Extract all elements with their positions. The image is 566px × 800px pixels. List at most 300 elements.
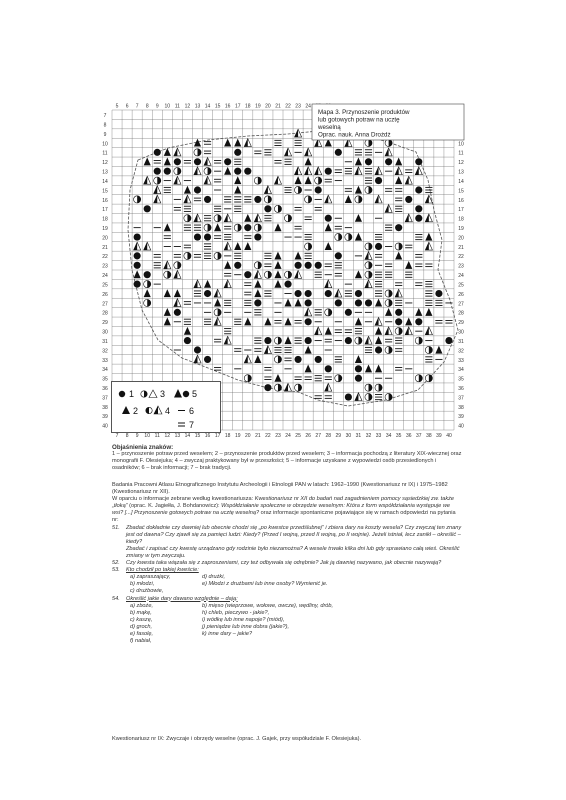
symbol-triangle [355, 233, 362, 241]
column-label-top: 7 [135, 103, 139, 110]
symbol-triangle [355, 157, 362, 165]
symbol-circle [335, 299, 342, 306]
symbol-half-circle-fill [288, 271, 292, 278]
symbol-half-circle-fill [369, 243, 373, 250]
symbol-triangle [234, 139, 241, 147]
row-label-right: 15 [458, 188, 464, 195]
column-label-bottom: 21 [255, 433, 261, 439]
legend-filled-triangle [122, 406, 130, 414]
symbol-triangle [164, 223, 171, 231]
column-label-bottom: 26 [305, 433, 311, 439]
symbol-triangle [355, 317, 362, 325]
symbol-triangle [184, 186, 191, 194]
column-label-top: 23 [295, 103, 301, 110]
symbol-circle [415, 215, 422, 222]
symbol-triangle [274, 270, 281, 278]
symbol-half-circle-fill [268, 271, 272, 278]
row-label-right: 32 [458, 348, 464, 355]
sources-section [112, 482, 462, 645]
column-label-bottom: 20 [245, 433, 251, 439]
symbol-circle [264, 205, 271, 212]
symbol-triangle [274, 261, 281, 269]
symbol-triangle [254, 280, 261, 288]
option: d) groch, [130, 623, 153, 630]
symbol-half-circle-fill [389, 290, 393, 297]
symbol-circle [335, 149, 342, 156]
legend-half-circle-fill [144, 391, 147, 397]
column-label-bottom: 30 [345, 433, 352, 439]
row-label-right: 37 [458, 395, 464, 402]
sources-p2: W oparciu o informacje zebrane według kwestionariusza: Kwestionariusz nr XII do badań nad zagadnieniem pomocy sąsiedzkiej zw. także „tłoką” (oprac. K. Jagiełła, J. Bohdanowicz): Współdziałanie społeczne w obrzędzie weselnym: Która z form współdziałania występuje we wsi? [...] Przynoszenie gotowych potraw na ucztę weselną? oraz informacje spontaniczne pojawiające się w ramach odpowiedzi na pytania nr: [112, 496, 456, 524]
symbol-circle [264, 384, 271, 391]
row-label-right: 13 [458, 169, 464, 176]
symbol-triangle [305, 157, 312, 165]
symbol-triangle [214, 223, 221, 231]
symbol-triangle [234, 176, 241, 184]
symbol-circle [254, 299, 261, 306]
symbol-circle [204, 196, 211, 203]
symbol-circle [315, 356, 322, 363]
column-label-top: 8 [145, 103, 149, 110]
symbol-circle [174, 309, 181, 316]
sources-p1: Badania Pracowni Atlasu Etnograficznego Instytutu Archeologii i Etnologii PAN w latach: 1962–1990 (Kwestionariusz nr IX) i 1975–1982 (Kwestionariusz nr XII). [112, 482, 448, 496]
row-label-right: 36 [458, 386, 464, 392]
legend-half-triangle-fill [154, 406, 158, 414]
symbol-triangle [234, 242, 241, 250]
row-label-right: 38 [458, 404, 464, 411]
symbol-triangle [224, 167, 231, 175]
symbol-circle [325, 365, 332, 372]
symbol-triangle [375, 299, 382, 307]
symbol-triangle [325, 242, 332, 250]
column-label-bottom: 12 [164, 433, 171, 439]
symbol-triangle [355, 186, 362, 194]
symbol-circle [305, 290, 312, 297]
row-label-left: 19 [102, 226, 108, 232]
symbol-circle [184, 337, 191, 344]
column-label-bottom: 32 [365, 433, 372, 439]
row-label-right: 17 [458, 207, 464, 214]
symbol-half-circle-fill [167, 271, 171, 278]
symbol-circle [415, 158, 422, 165]
symbol-half-circle-fill [379, 384, 383, 391]
symbol-half-circle-fill [218, 215, 222, 222]
symbol-triangle [164, 308, 171, 316]
symbol-circle [345, 337, 352, 344]
symbol-triangle [284, 317, 291, 325]
question-51: 51. Zbadać dokładnie czy dawniej lub obecnie chodzi się „po kwestce przedślubnej” i zbiera dary na koszty wesela? Czy zwyczaj ten znany jest od dawna? Czy zjawił się za pamięci ludzi: Kiedy? (Przed I wojną, przed II wojną, po II wojnie). Jeżeli istniał, lecz zanikł – określić – kiedy? Zbadać i zapisać czy kwestę urządzano gdy rodzinie było niezamożna? A wesele trwało kilka dni lub gdy sprawiano całą wieś. Określić zmiany w tym zwyczaju. [112, 524, 462, 559]
option: e) fasolę, [130, 630, 154, 637]
symbol-circle [375, 177, 382, 184]
symbol-circle [435, 290, 442, 297]
symbol-half-circle-fill [399, 328, 403, 335]
symbol-circle [194, 158, 201, 165]
symbol-circle [415, 186, 422, 193]
symbol-triangle [385, 308, 392, 316]
option: j) pieniądze lub inne dobra (jakie?), [202, 623, 290, 630]
symbol-circle [264, 337, 271, 344]
column-label-bottom: 40 [446, 433, 452, 439]
option: a) zboże, [130, 602, 154, 609]
symbol-triangle [244, 242, 251, 250]
column-label-top: 14 [204, 103, 211, 110]
row-label-right: 19 [458, 226, 464, 232]
symbol-circle [365, 299, 372, 306]
legend-heading: Objaśnienia znaków: [112, 444, 174, 451]
symbol-circle [355, 299, 362, 306]
symbol-triangle [244, 214, 251, 222]
row-label-right: 28 [458, 310, 464, 317]
option: h) chleb, pieczywo - jakie?, [202, 609, 270, 616]
legend-number: 1 [129, 389, 135, 399]
legend-filled-triangle [174, 389, 182, 398]
symbol-triangle [355, 355, 362, 363]
symbol-circle [224, 158, 231, 165]
symbol-half-circle-fill [288, 215, 292, 222]
map-title-box [312, 104, 464, 140]
row-label-left: 7 [103, 113, 107, 120]
row-label-left: 39 [102, 414, 108, 421]
symbol-circle [305, 337, 312, 344]
symbol-circle [365, 158, 372, 165]
symbol-half-circle-fill [429, 375, 433, 382]
row-label-left: 24 [102, 273, 108, 280]
legend-number: 7 [189, 420, 195, 430]
symbol-circle [164, 168, 171, 175]
row-label-right: 20 [458, 235, 464, 242]
legend-number: 5 [192, 389, 198, 399]
symbol-circle [204, 233, 211, 240]
row-label-right: 14 [458, 178, 464, 185]
symbol-circle [405, 196, 412, 203]
row-label-left: 37 [102, 395, 108, 402]
column-label-top: 22 [285, 103, 291, 110]
symbol-triangle [224, 261, 231, 269]
symbol-triangle [274, 280, 281, 288]
column-label-bottom: 15 [194, 433, 201, 439]
symbol-circle [295, 262, 302, 269]
symbol-triangle [325, 327, 332, 335]
symbol-triangle [184, 327, 191, 335]
symbol-legend [111, 381, 221, 433]
row-label-right: 31 [458, 338, 464, 345]
column-label-bottom: 10 [144, 433, 150, 439]
symbol-circle [395, 309, 402, 316]
symbol-half-circle-fill [338, 233, 342, 240]
column-label-bottom: 14 [184, 433, 191, 439]
symbol-circle [144, 205, 151, 212]
symbol-triangle [254, 289, 261, 297]
column-label-bottom: 37 [416, 433, 422, 439]
symbol-circle [134, 281, 141, 288]
column-label-bottom: 23 [275, 433, 281, 439]
symbol-circle [154, 149, 161, 156]
symbol-half-circle-fill [258, 177, 262, 184]
row-label-left: 13 [102, 169, 108, 176]
row-label-left: 10 [102, 141, 108, 148]
legend-number: 6 [189, 406, 195, 416]
symbol-half-circle-fill [298, 384, 302, 391]
row-label-left: 16 [102, 197, 108, 204]
column-label-bottom: 18 [224, 433, 231, 439]
row-label-left: 30 [102, 329, 108, 336]
symbol-circle [315, 262, 322, 269]
symbol-half-circle-fill [318, 177, 322, 184]
row-label-left: 33 [102, 357, 108, 364]
symbol-circle [305, 299, 312, 306]
column-label-top: 11 [174, 103, 180, 110]
legend-filled-circle [183, 391, 189, 397]
row-label-left: 8 [103, 122, 107, 129]
symbol-circle [204, 356, 211, 363]
legend-hollow-triangle [149, 390, 157, 398]
option: b) mąkę, [130, 609, 152, 616]
option: a) zapraszający, [130, 574, 171, 581]
symbol-circle [305, 318, 312, 325]
symbol-circle [174, 158, 181, 165]
legend-number: 4 [165, 406, 171, 416]
question-54-options [112, 603, 462, 646]
row-label-left: 18 [102, 216, 108, 223]
symbol-half-circle-fill [358, 196, 362, 203]
symbol-triangle [395, 252, 402, 260]
symbol-circle [134, 233, 141, 240]
symbol-triangle [254, 355, 261, 363]
symbol-half-circle-fill [369, 384, 373, 391]
symbol-half-circle-fill [208, 224, 212, 231]
row-label-left: 27 [102, 301, 108, 308]
question-53: 53. Kto chodził po takiej kweście: [112, 567, 199, 574]
symbol-triangle [264, 317, 271, 325]
row-label-left: 34 [102, 367, 108, 374]
symbol-circle [244, 224, 251, 231]
symbol-half-circle-fill [328, 309, 332, 316]
symbol-circle [415, 205, 422, 212]
symbol-half-circle-fill [298, 186, 302, 193]
column-label-bottom: 27 [315, 433, 321, 439]
column-label-top: 21 [275, 103, 281, 110]
option [202, 638, 352, 645]
symbol-half-circle-fill [208, 168, 212, 175]
footer-section [112, 736, 462, 743]
row-label-left: 38 [102, 404, 108, 411]
legend-number: 3 [160, 389, 166, 399]
option: k) inne dary – jakie? [202, 630, 253, 637]
symbol-circle [355, 290, 362, 297]
symbol-circle [254, 233, 261, 240]
symbol-triangle [425, 308, 432, 316]
symbol-half-circle-fill [389, 346, 393, 353]
symbol-circle [154, 168, 161, 175]
symbol-triangle [144, 157, 151, 165]
symbol-half-circle-fill [389, 139, 393, 146]
symbol-triangle [174, 289, 181, 297]
symbol-half-circle-fill [278, 384, 282, 391]
row-label-left: 12 [102, 160, 108, 167]
symbol-half-circle-fill [258, 224, 262, 231]
symbol-circle [244, 168, 251, 175]
row-label-left: 25 [102, 282, 108, 289]
symbol-circle [325, 290, 332, 297]
column-label-top: 18 [245, 103, 251, 110]
symbol-half-circle-fill [147, 299, 151, 306]
symbol-circle [415, 318, 422, 325]
symbol-half-circle-fill [157, 177, 161, 184]
row-label-left: 40 [102, 423, 108, 430]
row-label-left: 9 [103, 131, 107, 138]
row-label-left: 28 [102, 310, 108, 317]
symbol-half-circle-fill [419, 337, 423, 344]
column-label-bottom: 8 [125, 433, 129, 439]
symbol-half-circle-fill [389, 393, 393, 400]
row-label-left: 29 [102, 320, 108, 327]
symbol-half-circle-fill [358, 337, 362, 344]
symbol-triangle [375, 336, 382, 344]
symbol-circle [325, 215, 332, 222]
question-54: 54. Określić jakie dary dawano względnie – dają: [112, 595, 238, 602]
row-label-left: 21 [102, 244, 108, 251]
symbol-circle [335, 252, 342, 259]
column-label-bottom: 39 [436, 433, 442, 439]
symbol-circle [295, 356, 302, 363]
row-label-left: 32 [102, 348, 108, 355]
symbol-circle [234, 168, 241, 175]
symbol-half-circle-fill [429, 346, 433, 353]
column-label-bottom: 24 [285, 433, 291, 439]
row-label-left: 26 [102, 291, 108, 298]
option: b) mięso (wieprzowe, wołowe, owcze), wędliny, drób, [202, 602, 334, 609]
column-label-top: 17 [234, 103, 241, 110]
symbol-half-circle-fill [419, 375, 423, 382]
footer-note: Kwestionariusz nr IX: Zwyczaje i obrzędy weselne (oprac. J. Gajek, przy współudziale F. Olesiejuka). [112, 736, 362, 742]
symbol-circle [315, 186, 322, 193]
symbol-circle [254, 196, 261, 203]
column-label-bottom: 9 [135, 433, 139, 439]
symbol-circle [305, 262, 312, 269]
column-label-bottom: 29 [335, 433, 342, 439]
option: c) drużbowie, [130, 588, 164, 595]
symbol-half-triangle-fill [204, 157, 208, 165]
symbol-circle [194, 186, 201, 193]
symbol-triangle [355, 270, 362, 278]
legend-number: 2 [133, 406, 139, 416]
symbol-circle [244, 271, 251, 278]
symbol-triangle [214, 299, 221, 307]
symbol-triangle [274, 374, 281, 382]
row-label-left: 11 [102, 150, 108, 157]
column-label-top: 13 [194, 103, 201, 110]
column-label-bottom: 19 [234, 433, 241, 439]
symbol-half-circle-fill [187, 215, 191, 222]
row-label-right: 40 [458, 423, 464, 430]
row-label-right: 18 [458, 216, 464, 223]
symbol-circle [375, 346, 382, 353]
row-label-left: 15 [102, 188, 108, 195]
symbol-half-triangle-fill [335, 289, 339, 297]
symbol-half-circle-fill [238, 224, 242, 231]
row-label-left: 36 [102, 386, 108, 392]
symbol-triangle [295, 252, 302, 260]
row-label-right: 11 [458, 150, 464, 157]
column-label-bottom: 11 [154, 433, 160, 439]
row-label-right: 10 [458, 141, 464, 148]
row-label-right: 33 [458, 357, 464, 364]
symbol-triangle [405, 317, 412, 325]
row-label-left: 22 [102, 254, 108, 261]
symbol-circle [134, 252, 141, 259]
row-label-right: 39 [458, 414, 464, 421]
symbol-circle [194, 233, 201, 240]
symbol-triangle [204, 280, 211, 288]
symbol-half-circle-fill [137, 196, 141, 203]
column-label-bottom: 17 [214, 433, 221, 439]
symbol-triangle [365, 365, 372, 373]
symbol-triangle [395, 157, 402, 165]
row-label-left: 20 [102, 235, 108, 242]
option: b) młodzi, [130, 581, 155, 588]
row-label-left: 31 [102, 338, 108, 345]
symbol-triangle [164, 289, 171, 297]
legend-half-circle-fill [146, 407, 149, 413]
option [202, 588, 352, 595]
symbol-triangle [284, 336, 291, 344]
symbol-triangle [164, 157, 171, 165]
symbol-half-circle-fill [389, 299, 393, 306]
column-label-top: 12 [184, 103, 191, 110]
column-label-bottom: 31 [355, 433, 362, 439]
symbol-circle [284, 281, 291, 288]
legend-body: 1 – przynoszenie potraw przed weselem; 2 – przynoszenie produktów przed weselem; 3 – informacja pochodzą z literatury XIX-wiecznej oraz monografii F. Olesiejuka; 4 – zwyczaj praktykowany był w przeszłości; 5 – informacje uzyskane z wypowiedzi osób przesiedlonych i osadników; 6 – brak informacji; 7 – brak tradycji. [112, 451, 462, 472]
symbol-half-circle-fill [369, 262, 373, 269]
option: i) wódkę lub inne napoje? (miód), [202, 616, 285, 623]
column-label-bottom: 35 [395, 433, 402, 439]
column-label-bottom: 7 [115, 433, 119, 439]
column-label-top: 24 [305, 103, 311, 110]
symbol-half-circle-fill [177, 168, 181, 175]
symbol-half-circle-fill [218, 309, 222, 316]
symbol-half-circle-fill [278, 337, 282, 344]
symbol-triangle [144, 289, 151, 297]
symbol-half-triangle-fill [224, 214, 228, 222]
symbol-circle [395, 224, 402, 231]
column-label-bottom: 38 [426, 433, 432, 439]
row-label-right: 12 [458, 160, 464, 167]
symbol-circle [144, 271, 151, 278]
row-label-right: 29 [458, 320, 464, 327]
row-label-right: 22 [458, 254, 464, 261]
column-label-bottom: 34 [385, 433, 392, 439]
option: d) drużki, [202, 574, 226, 581]
symbol-half-circle-fill [308, 243, 312, 250]
symbol-half-triangle-fill [295, 167, 299, 175]
row-label-right: 35 [458, 376, 464, 383]
symbol-triangle [375, 327, 382, 335]
symbol-circle [355, 375, 362, 382]
option: f) nabiał, [130, 638, 152, 645]
symbol-half-circle-fill [369, 271, 373, 278]
column-label-bottom: 16 [204, 433, 211, 439]
symbol-circle [345, 309, 352, 316]
symbol-half-circle-fill [218, 252, 222, 259]
column-label-bottom: 25 [295, 433, 301, 439]
symbol-triangle [305, 365, 312, 373]
symbol-triangle [134, 270, 141, 278]
symbol-triangle [295, 299, 302, 307]
row-label-right: 21 [458, 244, 464, 251]
symbol-circle [355, 365, 362, 372]
column-label-bottom: 13 [174, 433, 181, 439]
column-label-bottom: 22 [265, 433, 271, 439]
